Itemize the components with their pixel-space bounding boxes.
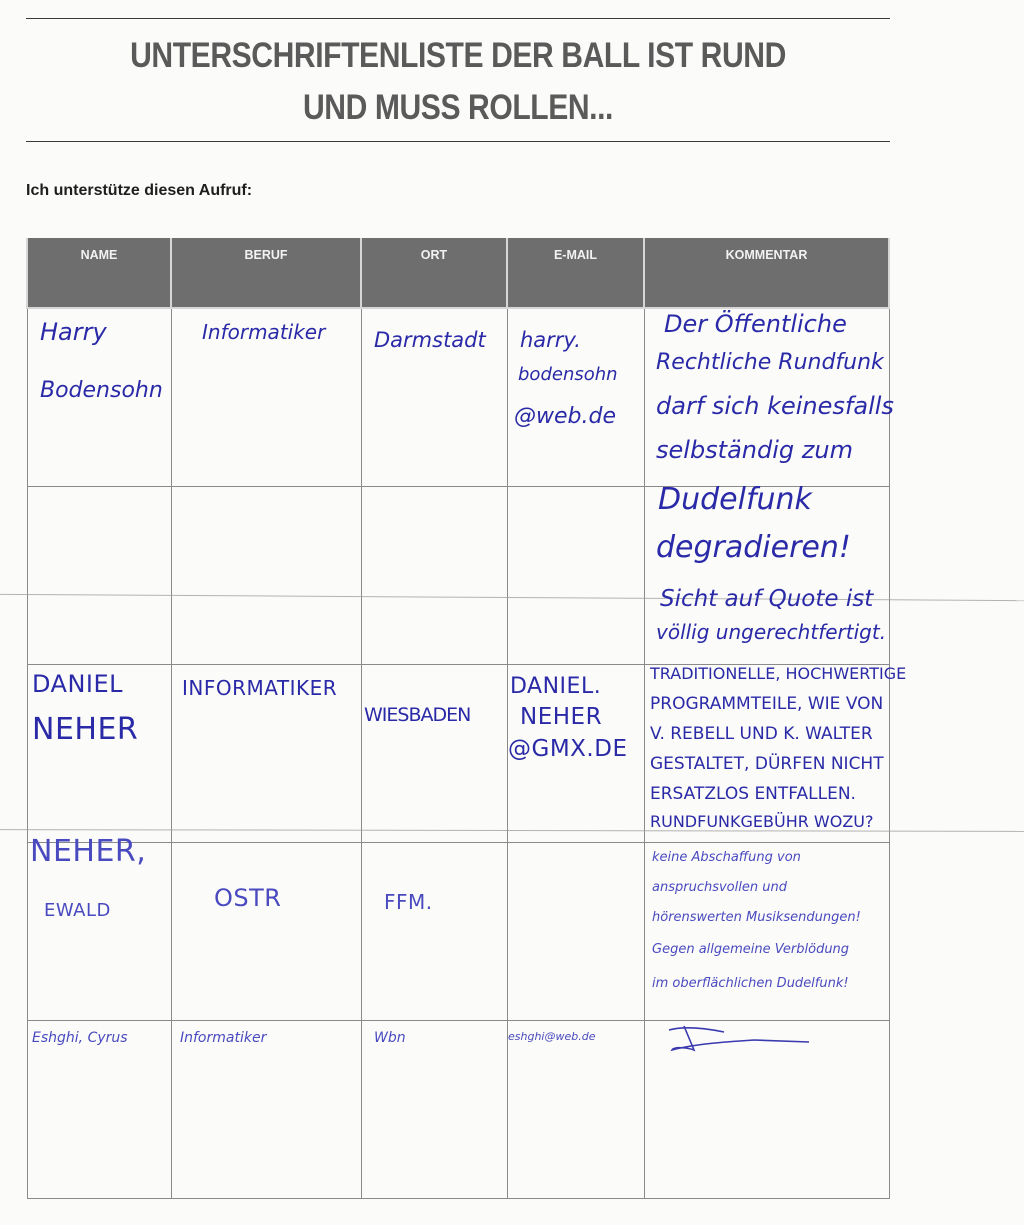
entry-1-comment-line-6: degradieren!	[656, 530, 851, 565]
entry-2-email-line-2: NEHER	[520, 704, 603, 730]
entry-1-ort: Darmstadt	[374, 328, 486, 352]
entry-3-beruf: OSTR	[214, 884, 282, 912]
entry-2-ort: WIESBADEN	[364, 704, 471, 726]
entry-4-email: eshghi@web.de	[508, 1030, 596, 1043]
entry-1-comment-line-5: Dudelfunk	[658, 482, 812, 517]
column-header-email: E-MAIL	[507, 238, 644, 308]
entry-2-email-line-1: DANIEL.	[510, 674, 602, 699]
entry-4-name: Eshghi, Cyrus	[32, 1030, 128, 1046]
entry-1-comment-line-2: Rechtliche Rundfunk	[656, 350, 884, 375]
title-line-2: UND MUSS ROLLEN...	[302, 88, 613, 127]
entry-3-comment-line-1: keine Abschaffung von	[652, 850, 801, 865]
entry-3-name-line-2: EWALD	[44, 900, 111, 921]
entry-1-beruf: Informatiker	[202, 320, 326, 344]
entry-1-comment-line-7: Sicht auf Quote ist	[660, 586, 874, 612]
column-header-beruf: BERUF	[171, 238, 361, 308]
top-rule	[26, 18, 890, 19]
table-header-row	[27, 238, 889, 308]
entry-3-comment-line-4: Gegen allgemeine Verblödung	[652, 942, 850, 957]
entry-2-comment-line-1: TRADITIONELLE, HOCHWERTIGE	[650, 664, 907, 683]
entry-2-comment-line-2: PROGRAMMTEILE, WIE VON	[650, 694, 884, 714]
table-row	[27, 843, 889, 1021]
entry-1-name-line-2: Bodensohn	[40, 378, 163, 403]
entry-1-email-line-2: bodensohn	[518, 364, 618, 385]
entry-1-email-line-3: @web.de	[514, 404, 616, 429]
entry-2-comment-line-4: GESTALTET, DÜRFEN NICHT	[650, 754, 884, 774]
entry-2-email-line-3: @GMX.DE	[508, 736, 628, 762]
entry-3-comment-line-2: anspruchsvollen und	[652, 880, 787, 895]
bottom-rule	[26, 141, 890, 142]
entry-2-comment-line-5: ERSATZLOS ENTFALLEN.	[650, 784, 856, 804]
entry-2-name-line-1: DANIEL	[32, 670, 124, 698]
entry-3-ort: FFM.	[384, 890, 433, 914]
entry-3-name-line-1: NEHER,	[30, 834, 147, 869]
column-header-ort: ORT	[361, 238, 507, 308]
entry-1-comment-line-1: Der Öffentliche	[664, 310, 847, 338]
entry-1-email-line-1: harry.	[520, 328, 581, 352]
entry-2-beruf: INFORMATIKER	[182, 676, 338, 700]
title-line-1: UNTERSCHRIFTENLISTE DER BALL IST RUND	[130, 36, 786, 75]
entry-2-name-line-2: NEHER	[32, 712, 139, 747]
entry-2-comment-line-6: RUNDFUNKGEBÜHR WOZU?	[650, 812, 874, 831]
entry-4-beruf: Informatiker	[180, 1030, 267, 1046]
subtitle: Ich unterstütze diesen Aufruf:	[26, 182, 253, 199]
entry-3-comment-line-3: hörenswerten Musiksendungen!	[652, 910, 861, 925]
entry-2-comment-line-3: V. REBELL UND K. WALTER	[650, 724, 873, 744]
column-header-name: NAME	[27, 238, 171, 308]
handwritten-signature	[664, 1020, 814, 1060]
page-title	[86, 30, 829, 134]
entry-1-comment-line-3: darf sich keinesfalls	[656, 392, 894, 420]
entry-1-name-line-1: Harry	[40, 318, 107, 346]
entry-4-ort: Wbn	[374, 1030, 406, 1046]
entry-3-comment-line-5: im oberflächlichen Dudelfunk!	[652, 976, 849, 991]
entry-1-comment-line-4: selbständig zum	[656, 436, 853, 464]
column-header-kommentar: KOMMENTAR	[644, 238, 889, 308]
entry-1-comment-line-8: völlig ungerechtfertigt.	[656, 620, 887, 644]
